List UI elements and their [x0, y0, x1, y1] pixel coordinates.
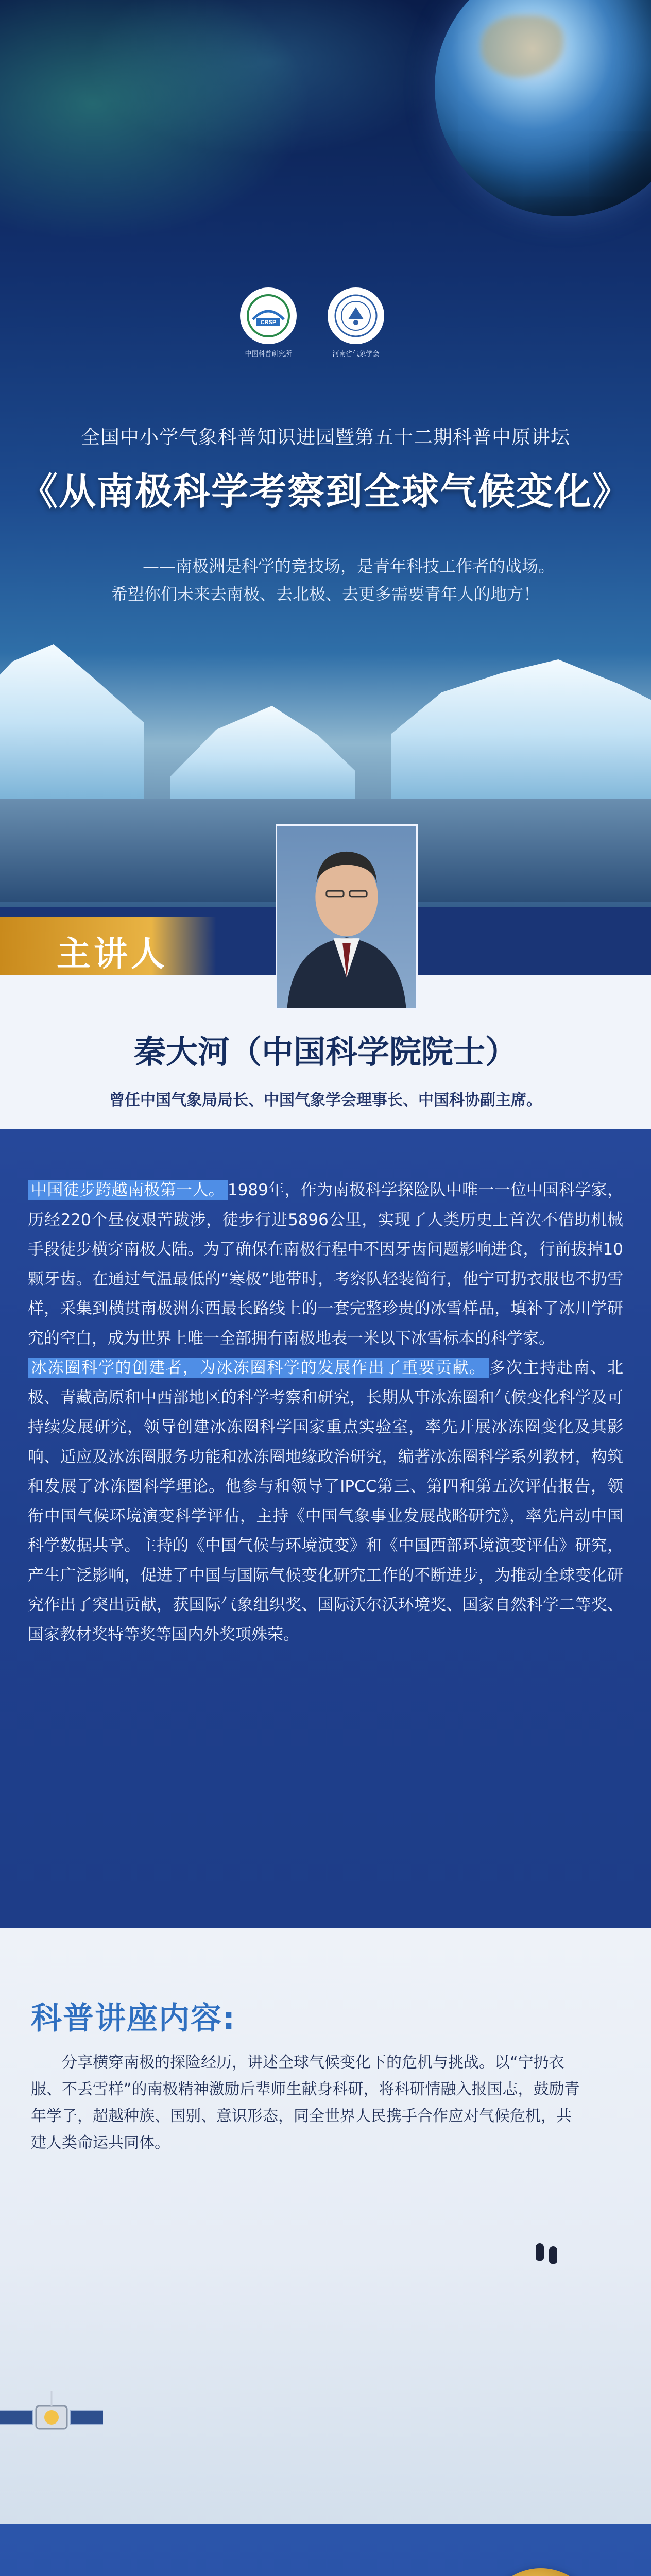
meteorological-society-logo-icon: [328, 287, 384, 344]
crsp-logo: [234, 287, 302, 358]
lecture-content-title: 科普讲座内容:: [31, 2001, 236, 2037]
subtitle-line-1: ——南极洲是科学的竞技场，是青年科技工作者的战场。: [142, 556, 555, 576]
speaker-tag-label: 主讲人: [57, 934, 168, 974]
speaker-titles: 曾任中国气象局局长、中国气象学会理事长、中国科协副主席。: [109, 1091, 542, 1109]
logo-row: [234, 287, 390, 358]
hero-section: [0, 0, 651, 907]
bio-paragraph-2: 多次主持赴南、北极、青藏高原和中西部地区的科学考察和研究，长期从事冰冻圈和气候变化科学及可持续发展研究，领导创建冰冻圈科学国家重点实验室，率先开展冰冻圈变化及其影响、适应及冰冻圈服务功能和冰冻圈地缘政治研究，编著冰冻圈科学系列教材，构筑和发展了冰冻圈科学理论。他参与和领导了IPCC第三、第四和第五次评估报告，领衔中国气候环境演变科学评估，主持《中国气象事业发展战略研究》，率先启动中国科学数据共享。主持的《中国气候与环境演变》和《中国西部环境演变评估》研究，产生广泛影响，促进了中国与国际气候变化研究工作的不断进步，为推动全球变化研究作出了突出贡献，获国际气象组织奖、国际沃尔沃环境奖、国家自然科学二等奖、国家教材奖特等奖等国内外奖项殊荣。: [28, 1359, 624, 1644]
lecture-content-text: 分享横穿南极的探险经历，讲述全球气候变化下的危机与挑战。以“宁扔衣服、不丢雪样”的南极精神激励后辈师生献身科研，将科研情融入报国志，鼓励青年学子，超越种族、国别、意识形态，同全世界人民携手合作应对气候危机，共建人类命运共同体。: [31, 2054, 580, 2152]
meteorological-society-logo-caption: 河南省气象学会: [332, 350, 380, 358]
time-section: [0, 2524, 651, 2576]
svg-text:CRSP: CRSP: [260, 319, 277, 326]
penguin-icon: [536, 2243, 544, 2261]
lecture-title: 《从南极科学考察到全球气候变化》: [20, 470, 630, 513]
bio-paragraph-1: 1989年，作为南极科学探险队中唯一一位中国科学家，历经220个昼夜艰苦跋涉，徒步行进5896公里，实现了人类历史上首次不借助机械手段徒步横穿南极大陆。为了确保在南极行程中不因牙齿问题影响进食，行前拔掉10颗牙齿。在通过气温最低的“寒极”地带时，考察队轻装简行，他宁可扔衣服也不扔雪样，采集到横贯南极洲东西最长路线上的一套完整珍贵的冰雪样品，填补了冰川学研究的空白，成为世界上唯一全部拥有南极地表一米以下冰雪标本的科学家。: [28, 1181, 624, 1348]
bio-highlight-1: 中国徒步跨越南极第一人。: [28, 1180, 228, 1200]
speaker-portrait: [276, 824, 418, 1010]
earth-illustration: [435, 0, 651, 216]
forum-name: 全国中小学气象科普知识进园暨第五十二期科普中原讲坛: [81, 426, 570, 448]
meteorological-society-logo: [322, 287, 390, 358]
penguin-icon: [549, 2246, 557, 2264]
satellite-icon: [0, 2365, 103, 2468]
crsp-logo-icon: [240, 287, 297, 344]
speaker-tag: [0, 917, 216, 975]
subtitle-line-2: 希望你们未来去南极、去北极、去更多需要青年人的地方！: [111, 584, 540, 604]
speaker-bio: [28, 1176, 623, 1650]
crsp-logo-caption: 中国科普研究所: [245, 350, 292, 358]
bio-highlight-2: 冰冻圈科学的创建者，为冰冻圈科学的发展作出了重要贡献。: [28, 1358, 489, 1378]
speaker-name: 秦大河（中国科学院院士）: [133, 1033, 517, 1071]
